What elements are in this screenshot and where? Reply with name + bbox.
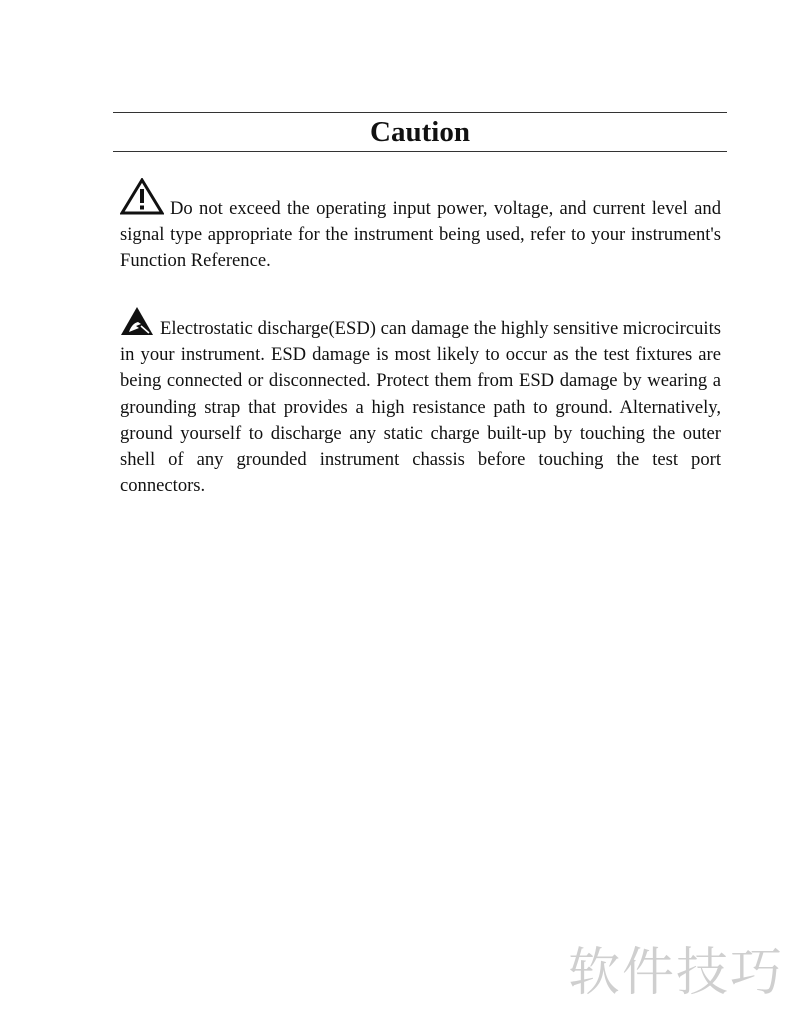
watermark: 软件技巧	[568, 943, 785, 1003]
heading-bottom-rule	[113, 151, 727, 152]
page-title: Caution	[370, 116, 470, 148]
caution-text: Do not exceed the operating input power, voltage, and current level and signal type appropriate for the instrument being used, refer to your instrument's Function Reference.	[120, 198, 721, 272]
esd-paragraph	[120, 306, 721, 499]
heading-top-rule	[113, 112, 727, 113]
esd-sensitive-icon	[120, 306, 154, 342]
warning-triangle-icon	[120, 178, 164, 222]
caution-paragraph	[120, 178, 721, 275]
esd-text: Electrostatic discharge(ESD) can damage the highly sensitive microcircuits in your instrument. ESD damage is most likely to occur as the test fixtures are being connected or disconnected. Protect them from ESD damage by wearing a grounding strap that provides a high resistance path to ground. Alternatively, ground yourself to discharge any static charge built-up by touching the outer shell of any grounded instrument chassis before touching the test port connectors.	[120, 318, 721, 497]
